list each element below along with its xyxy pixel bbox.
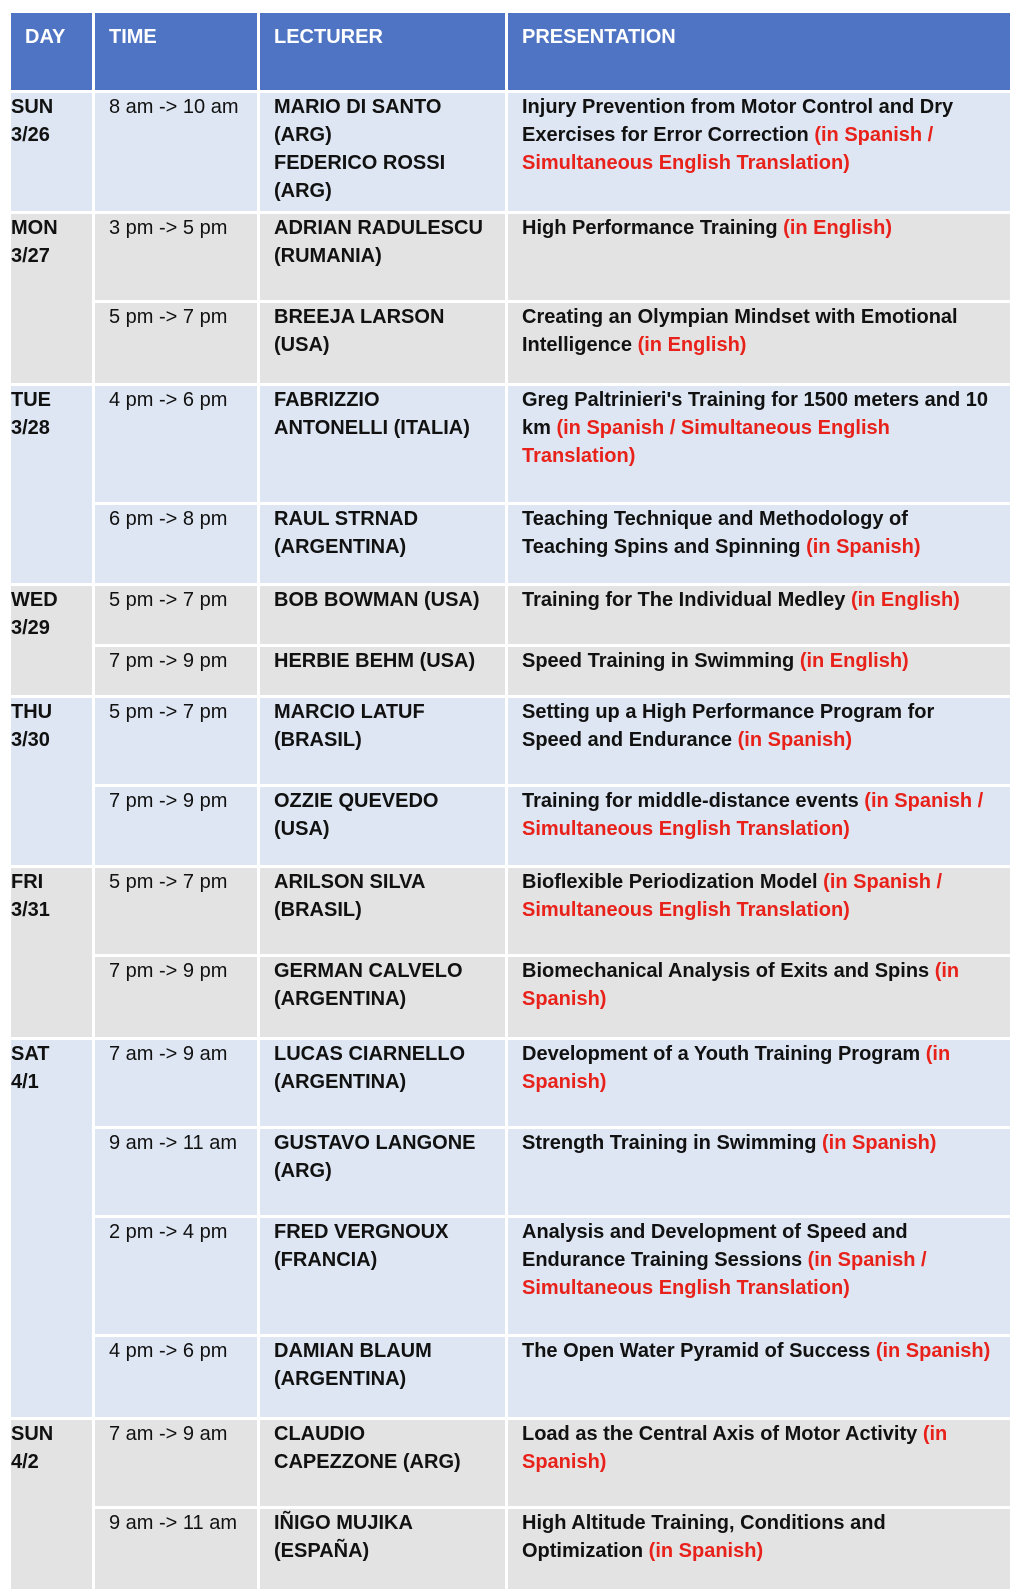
session-time: 2 pm -> 4 pm — [109, 1221, 228, 1243]
lecturer-cell — [259, 1039, 507, 1128]
session-time: 7 pm -> 9 pm — [109, 650, 228, 672]
presentation-language: (in English) — [850, 589, 960, 611]
presentation-language: (in Spanish) — [522, 1423, 948, 1473]
header-time: TIME — [94, 12, 259, 92]
presentation-cell — [507, 956, 1012, 1039]
time-cell — [94, 956, 259, 1039]
presentation-cell — [507, 302, 1012, 385]
presentation-language: (in Spanish) — [822, 1132, 937, 1154]
session-time: 8 am -> 10 am — [109, 96, 239, 118]
day-date: 3/28 — [11, 417, 50, 439]
presentation-language: (in English) — [637, 334, 747, 356]
lecturer-cell — [259, 956, 507, 1039]
lecturer-name: CLAUDIO CAPEZZONE (ARG) — [274, 1423, 461, 1473]
header-presentation: PRESENTATION — [507, 12, 1012, 92]
day-name: SUN — [11, 96, 54, 118]
schedule-row — [10, 956, 1012, 1039]
lecturer-name: GERMAN CALVELO (ARGENTINA) — [274, 960, 463, 1010]
presentation-title: Load as the Central Axis of Motor Activity — [522, 1423, 923, 1445]
presentation-language: (in Spanish) — [522, 1043, 951, 1093]
presentation-language: (in Spanish / Simultaneous English Translation) — [522, 790, 984, 840]
schedule-row — [10, 1217, 1012, 1336]
lecturer-name: ARILSON SILVA (BRASIL) — [274, 871, 425, 921]
day-name: SAT — [11, 1043, 50, 1065]
lecturer-cell — [259, 92, 507, 213]
presentation-title: Development of a Youth Training Program — [522, 1043, 926, 1065]
day-name: TUE — [11, 389, 51, 411]
lecturer-name: FEDERICO ROSSI (ARG) — [274, 152, 446, 202]
schedule-row — [10, 213, 1012, 302]
time-cell — [94, 504, 259, 585]
lecturer-name: DAMIAN BLAUM (ARGENTINA) — [274, 1340, 432, 1390]
lecturer-name: BOB BOWMAN (USA) — [274, 589, 480, 611]
presentation-cell — [507, 585, 1012, 646]
presentation-language: (in Spanish) — [806, 536, 921, 558]
time-cell — [94, 646, 259, 697]
schedule-row — [10, 92, 1012, 213]
day-cell — [10, 697, 94, 867]
day-cell — [10, 585, 94, 697]
presentation-title: Training for middle-distance events — [522, 790, 865, 812]
time-cell — [94, 92, 259, 213]
session-time: 5 pm -> 7 pm — [109, 871, 228, 893]
presentation-cell — [507, 92, 1012, 213]
presentation-cell — [507, 504, 1012, 585]
presentation-title: Greg Paltrinieri's Training for 1500 meters and 10 km — [522, 389, 989, 439]
day-cell — [10, 867, 94, 1039]
presentation-title: The Open Water Pyramid of Success — [522, 1340, 876, 1362]
header-row — [10, 12, 1012, 92]
time-cell — [94, 786, 259, 867]
time-cell — [94, 1039, 259, 1128]
lecturer-name: ADRIAN RADULESCU (RUMANIA) — [274, 217, 483, 267]
header-lecturer: LECTURER — [259, 12, 507, 92]
lecturer-cell — [259, 646, 507, 697]
presentation-language: (in Spanish) — [648, 1540, 764, 1562]
schedule-row — [10, 867, 1012, 956]
day-cell — [10, 1039, 94, 1419]
session-time: 4 pm -> 6 pm — [109, 1340, 228, 1362]
presentation-cell — [507, 1217, 1012, 1336]
presentation-title: Setting up a High Performance Program for Speed and Endurance — [522, 701, 935, 751]
day-name: THU — [11, 701, 53, 723]
schedule-row — [10, 1419, 1012, 1508]
schedule-row — [10, 786, 1012, 867]
session-time: 7 pm -> 9 pm — [109, 790, 228, 812]
schedule-row — [10, 1039, 1012, 1128]
time-cell — [94, 1128, 259, 1217]
presentation-title: Analysis and Development of Speed and Endurance Training Sessions — [522, 1221, 908, 1271]
schedule-row — [10, 697, 1012, 786]
lecturer-name: FRED VERGNOUX (FRANCIA) — [274, 1221, 449, 1271]
session-time: 4 pm -> 6 pm — [109, 389, 228, 411]
presentation-cell — [507, 1508, 1012, 1591]
lecturer-cell — [259, 1419, 507, 1508]
schedule-row — [10, 585, 1012, 646]
time-cell — [94, 697, 259, 786]
day-name: WED — [11, 589, 58, 611]
day-date: 4/1 — [11, 1071, 39, 1093]
lecturer-name: RAUL STRNAD (ARGENTINA) — [274, 508, 419, 558]
lecturer-cell — [259, 213, 507, 302]
time-cell — [94, 1419, 259, 1508]
day-cell — [10, 1419, 94, 1591]
lecturer-cell — [259, 302, 507, 385]
presentation-cell — [507, 697, 1012, 786]
lecturer-name: IÑIGO MUJIKA (ESPAÑA) — [274, 1512, 413, 1562]
day-date: 3/31 — [11, 899, 50, 921]
day-name: SUN — [11, 1423, 54, 1445]
lecturer-cell — [259, 1128, 507, 1217]
presentation-title: High Performance Training — [522, 217, 784, 239]
presentation-language: (in English) — [799, 650, 909, 672]
time-cell — [94, 385, 259, 504]
lecturer-cell — [259, 867, 507, 956]
session-time: 9 am -> 11 am — [109, 1512, 238, 1534]
session-time: 5 pm -> 7 pm — [109, 701, 228, 723]
presentation-language: (in Spanish / Simultaneous English Translation) — [522, 417, 890, 467]
session-time: 9 am -> 11 am — [109, 1132, 238, 1154]
schedule-row — [10, 385, 1012, 504]
day-date: 4/2 — [11, 1451, 39, 1473]
lecturer-name: FABRIZZIO ANTONELLI (ITALIA) — [274, 389, 470, 439]
lecturer-name: BREEJA LARSON (USA) — [274, 306, 445, 356]
schedule-row — [10, 302, 1012, 385]
time-cell — [94, 867, 259, 956]
presentation-language: (in Spanish / Simultaneous English Translation) — [522, 1249, 927, 1299]
day-date: 3/27 — [11, 245, 50, 267]
session-time: 5 pm -> 7 pm — [109, 306, 228, 328]
schedule-row — [10, 504, 1012, 585]
lecturer-name: HERBIE BEHM (USA) — [274, 650, 476, 672]
presentation-title: Bioflexible Periodization Model — [522, 871, 824, 893]
presentation-title: Training for The Individual Medley — [522, 589, 851, 611]
session-time: 3 pm -> 5 pm — [109, 217, 228, 239]
presentation-cell — [507, 1128, 1012, 1217]
presentation-language: (in English) — [783, 217, 893, 239]
session-time: 7 pm -> 9 pm — [109, 960, 228, 982]
schedule-row — [10, 1336, 1012, 1419]
lecturer-cell — [259, 786, 507, 867]
presentation-cell — [507, 1419, 1012, 1508]
presentation-cell — [507, 1336, 1012, 1419]
presentation-title: Teaching Technique and Methodology of Teaching Spins and Spinning — [522, 508, 908, 558]
lecturer-name: MARCIO LATUF (BRASIL) — [274, 701, 425, 751]
day-name: MON — [11, 217, 58, 239]
lecturer-name: GUSTAVO LANGONE (ARG) — [274, 1132, 476, 1182]
lecturer-cell — [259, 585, 507, 646]
lecturer-cell — [259, 1217, 507, 1336]
time-cell — [94, 213, 259, 302]
presentation-cell — [507, 1039, 1012, 1128]
schedule-body — [10, 92, 1012, 1591]
presentation-cell — [507, 385, 1012, 504]
lecturer-cell — [259, 385, 507, 504]
time-cell — [94, 1336, 259, 1419]
day-name: FRI — [11, 871, 44, 893]
presentation-title: Biomechanical Analysis of Exits and Spins — [522, 960, 935, 982]
schedule-row — [10, 646, 1012, 697]
presentation-cell — [507, 867, 1012, 956]
day-cell — [10, 92, 94, 213]
session-time: 5 pm -> 7 pm — [109, 589, 228, 611]
presentation-language: (in Spanish) — [737, 729, 853, 751]
presentation-title: High Altitude Training, Conditions and Optimization — [522, 1512, 886, 1562]
day-date: 3/29 — [11, 617, 50, 639]
presentation-language: (in Spanish / Simultaneous English Translation) — [522, 124, 934, 174]
schedule-row — [10, 1508, 1012, 1591]
time-cell — [94, 302, 259, 385]
presentation-language: (in Spanish) — [875, 1340, 991, 1362]
lecturer-cell — [259, 504, 507, 585]
session-time: 7 am -> 9 am — [109, 1043, 228, 1065]
lecturer-cell — [259, 1336, 507, 1419]
lecturer-cell — [259, 697, 507, 786]
day-cell — [10, 385, 94, 585]
header-day: DAY — [10, 12, 94, 92]
presentation-language: (in Spanish / Simultaneous English Translation) — [522, 871, 943, 921]
lecturer-name: OZZIE QUEVEDO (USA) — [274, 790, 439, 840]
time-cell — [94, 1217, 259, 1336]
schedule-table — [8, 10, 1013, 1592]
session-time: 6 pm -> 8 pm — [109, 508, 228, 530]
presentation-title: Speed Training in Swimming — [522, 650, 800, 672]
schedule-row — [10, 1128, 1012, 1217]
presentation-title: Creating an Olympian Mindset with Emotional Intelligence — [522, 306, 958, 356]
presentation-cell — [507, 213, 1012, 302]
lecturer-cell — [259, 1508, 507, 1591]
presentation-cell — [507, 646, 1012, 697]
time-cell — [94, 1508, 259, 1591]
day-cell — [10, 213, 94, 385]
presentation-title: Strength Training in Swimming — [522, 1132, 823, 1154]
presentation-title: Injury Prevention from Motor Control and Dry Exercises for Error Correction — [522, 96, 954, 146]
session-time: 7 am -> 9 am — [109, 1423, 228, 1445]
lecturer-name: LUCAS CIARNELLO (ARGENTINA) — [274, 1043, 466, 1093]
day-date: 3/30 — [11, 729, 50, 751]
presentation-language: (in Spanish) — [522, 960, 960, 1010]
time-cell — [94, 585, 259, 646]
lecturer-name: MARIO DI SANTO (ARG) — [274, 96, 442, 146]
presentation-cell — [507, 786, 1012, 867]
day-date: 3/26 — [11, 124, 50, 146]
